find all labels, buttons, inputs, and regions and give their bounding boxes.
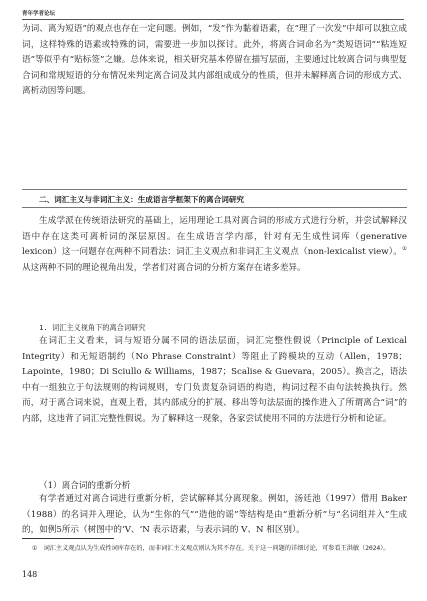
header-rule bbox=[22, 19, 404, 20]
section-heading: 二、词汇主义与非词汇主义：生成语言学框架下的离合词研究 bbox=[22, 189, 407, 208]
footnote-rule bbox=[22, 538, 114, 539]
paragraph-reanalysis: 有学者通过对离合词进行重新分析，尝试解释其分离现象。例如，汤廷池（1997）借用 Baker（1988）的名词并入理论，认为“生你的气”“造他的谣”等结构是由“重新分析”与“名词组并入”生成的，如例5所示（树图中的‘V、‘N 表示语素，与表示词的 V、N 相区别）。 bbox=[22, 494, 407, 535]
footnote-reference[interactable]: ① bbox=[402, 246, 407, 253]
paragraph-lexicalist: 在词汇主义看来，词与短语分属不同的语法层面，词汇完整性假说（Principle of Lexical Integrity）和无短语制约（No Phrase Constraint）等阻止了跨模块的互动（Allen，1978；Lapointe，1980；Di Sciullo & Williams，1987；Scalise & Guevara，2005）。换言之，语法中有一组独立于句法规则的构词规则，专门负责复杂词语的构造，构词过程不由句法转换执行。然而，对于离合词来说，直观上看，其内部成分的扩展、移出等句法层面的操作进入了所谓离合“词”的内部，这违背了词汇完整性假说。为了解释这一现象，各家尝试使用不同的方法进行分析和论证。 bbox=[22, 336, 407, 424]
paragraph-generative-part-b: 从这两种不同的理论视角出发，学者们对离合词的分析方案存在诸多差异。 bbox=[22, 262, 306, 273]
footnote-text: 词汇主义观点认为生成性词库存在的，而非词汇主义观点则认为其不存在。关于这一问题的详细讨论，可参看王洪敏（2024）。 bbox=[43, 545, 390, 552]
journal-title: 青年学者论坛 bbox=[22, 11, 56, 17]
page-number: 148 bbox=[22, 570, 38, 579]
paragraph-generative bbox=[22, 214, 407, 276]
paragraph-intro: 为词、离为短语”的观点也存在一定问题。例如，“发”作为黏着语素，在“理了一次发”中却可以独立成词，这样特殊的语素或特殊的词，需要进一步加以探讨。此外，将离合词命名为“类短语词”“粘连短语”等似乎有“贴标签”之嫌。总体来说，相关研究基本停留在描写层面，主要通过比较离合词与典型复合词和常规短语的分布情况来判定离合词及其内部组成成分的性质，但并未解释离合词的形成方式、离析动因等问题。 bbox=[22, 24, 407, 96]
footnote bbox=[32, 543, 407, 554]
subsection-heading-lexicalist: 1. 词汇主义视角下的离合词研究 bbox=[39, 323, 146, 332]
footnote-marker: ① bbox=[32, 545, 38, 552]
paragraph-generative-part-a: 生成学派在传统语法研究的基础上，运用理论工具对离合词的形成方式进行分析，并尝试解释汉语中存在这类可离析词的深层原因。在生成语言学内部，针对有无生成性词库（generative lexicon）这一问题存在两种不同看法：词汇主义观点和非词汇主义观点（non-lexicalist view）。 bbox=[22, 216, 407, 257]
subsection-heading-reanalysis: （1）离合词的重新分析 bbox=[39, 481, 131, 491]
